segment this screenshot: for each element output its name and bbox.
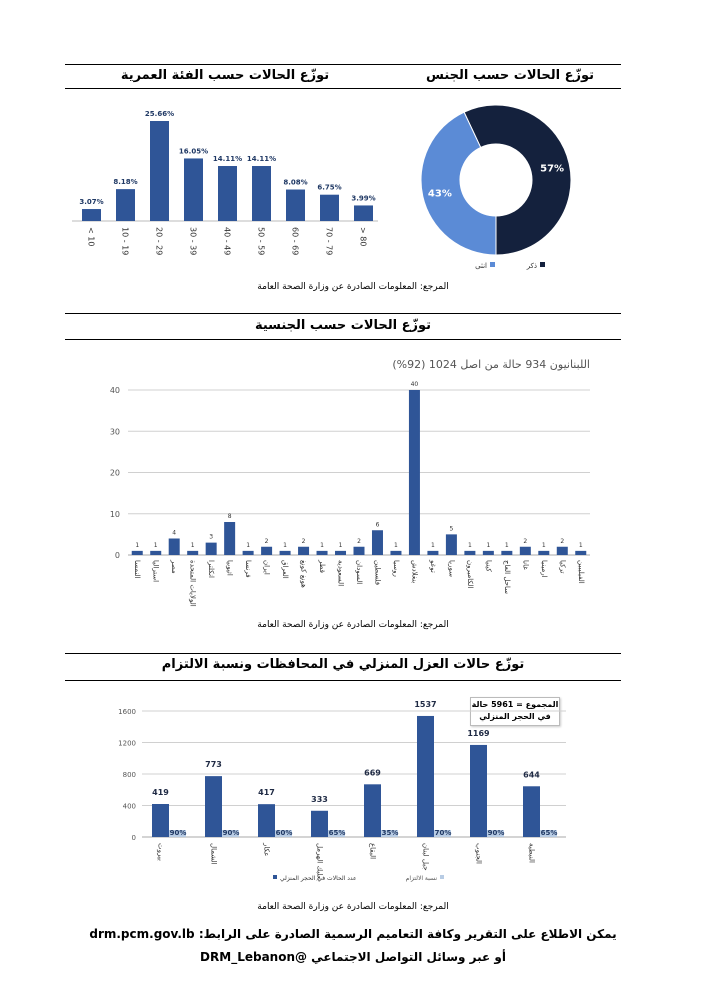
tick-label: انكلترا <box>207 560 216 578</box>
data-label: 2 <box>264 537 269 545</box>
tick-label: ارمينيا <box>539 560 548 578</box>
data-label: 8.08% <box>283 178 308 187</box>
tick-label: فلسطين <box>373 560 382 586</box>
data-label: 1 <box>394 541 398 549</box>
legend-label: ذكر <box>526 262 537 270</box>
data-label: 333 <box>311 794 328 804</box>
data-label: 6 <box>375 521 380 529</box>
bar <box>523 786 540 837</box>
bar <box>427 551 438 555</box>
tick-label: البقاع <box>368 843 377 860</box>
total-box: المجموع = 5961 حالة في الحجر المنزلي <box>470 697 560 726</box>
y-tick-label: 400 <box>122 802 136 811</box>
tick-label: سوريا <box>447 560 456 577</box>
isolation-chart-title: توزّع حالات العزل المنزلي في المحافظات ونسبة الالتزام <box>161 657 525 672</box>
data-label: 644 <box>523 770 540 780</box>
tick-label: الجنوب <box>474 843 483 864</box>
tick-label: > 80 <box>358 227 368 247</box>
tick-label: 50 - 59 <box>256 227 266 256</box>
legend-swatch <box>273 875 277 879</box>
data-label: 2 <box>560 537 565 545</box>
tick-label: استراليا <box>151 560 160 583</box>
data-label: 4 <box>172 529 177 537</box>
bar <box>116 189 135 221</box>
tick-label: < 10 <box>86 227 96 247</box>
data-label: 6.75% <box>317 183 342 192</box>
tick-label: 40 - 49 <box>222 227 232 256</box>
bar <box>470 745 487 837</box>
data-label: 1 <box>153 541 158 549</box>
nationality-chart-title: توزّع الحالات حسب الجنسية <box>254 318 432 333</box>
data-label: 25.66% <box>144 110 175 118</box>
tick-label: بيروت <box>156 843 165 861</box>
bar <box>446 534 457 555</box>
tick-label: تركيا <box>558 560 567 574</box>
tick-label: السودان <box>355 560 363 585</box>
tick-label: 70 - 79 <box>324 227 334 256</box>
y-tick-label: 30 <box>109 427 120 437</box>
bar <box>409 390 420 555</box>
age-chart-title: توزّع الحالات حسب الفئة العمرية <box>120 68 330 83</box>
data-label: 3.07% <box>79 198 104 207</box>
tick-label: غانا <box>521 560 530 570</box>
data-label: 1 <box>504 541 509 549</box>
y-tick-label: 0 <box>131 834 136 842</box>
data-label: 419 <box>152 788 169 798</box>
tick-label: 30 - 39 <box>188 227 198 256</box>
bar <box>243 551 254 555</box>
data-label: 14.11% <box>246 155 277 164</box>
bar <box>417 716 434 837</box>
data-label: 1 <box>338 541 343 549</box>
source-note: المرجع: المعلومات الصادرة عن وزارة الصحة العامة <box>257 902 449 912</box>
legend-swatch <box>490 262 495 267</box>
data-label: 1 <box>578 541 583 549</box>
bar <box>311 811 328 837</box>
tick-label: فرنسا <box>244 560 253 578</box>
bar <box>372 530 383 555</box>
bar <box>483 551 494 555</box>
bar <box>206 543 217 555</box>
bar <box>320 195 339 221</box>
bar <box>184 158 203 221</box>
compliance-label: 90% <box>222 829 240 837</box>
bar <box>187 551 198 555</box>
y-tick-label: 20 <box>109 468 120 478</box>
tick-label: توغو <box>428 560 437 573</box>
footer-line-2: أو عبر وسائل التواصل الاجتماعي @DRM_Lebanon <box>200 950 506 964</box>
tick-label: عكار <box>262 843 271 857</box>
bar <box>298 547 309 555</box>
data-label: 1 <box>135 541 140 549</box>
bar <box>258 804 275 837</box>
data-label: 1169 <box>467 728 490 738</box>
bar <box>82 209 101 221</box>
bar <box>205 776 222 837</box>
y-tick-label: 1200 <box>118 739 136 748</box>
tick-label: كينيا <box>484 560 493 572</box>
data-label: 1 <box>246 541 251 549</box>
compliance-label: 65% <box>540 829 558 837</box>
data-label: 16.05% <box>178 147 209 156</box>
tick-label: 20 - 29 <box>154 227 164 256</box>
tick-label: الولايات المتحدة <box>188 560 197 607</box>
bar <box>464 551 475 555</box>
y-tick-label: 1600 <box>118 708 136 716</box>
compliance-label: 70% <box>434 829 452 837</box>
y-tick-label: 0 <box>114 551 120 560</box>
tick-label: ساحل العاج <box>502 560 511 594</box>
bar <box>150 551 161 555</box>
bar <box>575 551 586 555</box>
tick-label: العراق <box>281 560 290 579</box>
data-label: 8 <box>227 513 232 520</box>
compliance-label: 65% <box>328 829 346 837</box>
data-label: 773 <box>205 760 222 770</box>
source-note: المرجع: المعلومات الصادرة عن وزارة الصحة العامة <box>257 282 449 292</box>
bar <box>224 522 235 555</box>
y-tick-label: 40 <box>109 386 120 395</box>
tick-label: النمسا <box>133 560 142 579</box>
legend-label: عدد الحالات في الحجر المنزلي <box>280 875 357 882</box>
tick-label: قطر <box>318 560 327 573</box>
tick-label: هونغ كونغ <box>299 560 308 588</box>
y-tick-label: 800 <box>122 771 136 779</box>
tick-label: 10 - 19 <box>120 227 130 256</box>
data-label: 1 <box>431 541 435 549</box>
bar <box>557 547 568 555</box>
tick-label: مصر <box>170 560 179 574</box>
legend-swatch <box>440 875 444 879</box>
bar <box>538 551 549 555</box>
bar <box>501 551 512 555</box>
data-label: 2 <box>357 537 361 545</box>
tick-label: بعلبك الهرمل <box>315 843 324 882</box>
data-label: 1537 <box>414 699 437 709</box>
bar <box>280 551 291 555</box>
bar <box>261 547 272 555</box>
data-label: 2 <box>301 537 306 545</box>
tick-label: النبطية <box>527 843 536 863</box>
bar <box>354 547 365 555</box>
data-label: 1 <box>486 541 491 549</box>
tick-label: 60 - 69 <box>290 227 300 256</box>
data-label: 1 <box>190 541 195 549</box>
compliance-label: 35% <box>381 829 399 837</box>
compliance-label: 90% <box>487 829 505 837</box>
bar <box>390 551 401 555</box>
tick-label: اثيوبيا <box>225 560 234 576</box>
bar <box>335 551 346 555</box>
data-label: 5 <box>449 525 454 533</box>
data-label: 1 <box>467 541 472 549</box>
data-label: 417 <box>258 788 275 798</box>
bar <box>354 205 373 221</box>
nationality-subtitle: اللبنانيون 934 حالة من اصل 1024 (92%) <box>392 358 590 371</box>
source-note: المرجع: المعلومات الصادرة عن وزارة الصحة العامة <box>257 620 449 630</box>
data-label: 3 <box>209 533 214 541</box>
legend-label: انثى <box>475 262 487 270</box>
data-label: 1 <box>541 541 546 549</box>
bar <box>252 166 271 221</box>
gender-chart-title: توزّع الحالات حسب الجنس <box>425 68 595 83</box>
legend-swatch <box>540 262 545 267</box>
tick-label: الكاميرون <box>465 560 474 589</box>
tick-label: السعودية <box>336 560 345 587</box>
bar <box>150 121 169 221</box>
slice-label: 43% <box>427 188 452 200</box>
bar <box>520 547 531 555</box>
bar <box>218 166 237 221</box>
data-label: 40 <box>410 381 419 388</box>
bar <box>286 190 305 221</box>
bar <box>364 784 381 837</box>
data-label: 1 <box>320 541 324 549</box>
compliance-label: 60% <box>275 829 293 837</box>
tick-label: جبل لبنان <box>421 843 430 871</box>
tick-label: الفيليبين <box>576 560 585 584</box>
slice-label: 57% <box>540 163 565 175</box>
data-label: 14.11% <box>212 155 243 164</box>
bar <box>152 804 169 837</box>
bar <box>317 551 328 555</box>
data-label: 3.99% <box>351 194 376 203</box>
y-tick-label: 10 <box>109 509 120 519</box>
legend-label: نسبة الالتزام <box>405 875 437 882</box>
tick-label: الشمال <box>209 843 218 865</box>
compliance-label: 90% <box>169 829 187 837</box>
data-label: 669 <box>364 768 381 778</box>
tick-label: بنغلادش <box>410 560 419 584</box>
data-label: 1 <box>283 541 287 549</box>
tick-label: روسيا <box>391 560 400 577</box>
data-label: 2 <box>523 537 528 545</box>
bar <box>132 551 143 555</box>
data-label: 8.18% <box>113 178 138 187</box>
tick-label: ايران <box>262 560 271 575</box>
bar <box>169 539 180 556</box>
footer-line-1: يمكن الاطلاع على التقرير وكافة التعاميم الرسمية الصادرة على الرابط: drm.pcm.gov.lb <box>89 927 617 941</box>
